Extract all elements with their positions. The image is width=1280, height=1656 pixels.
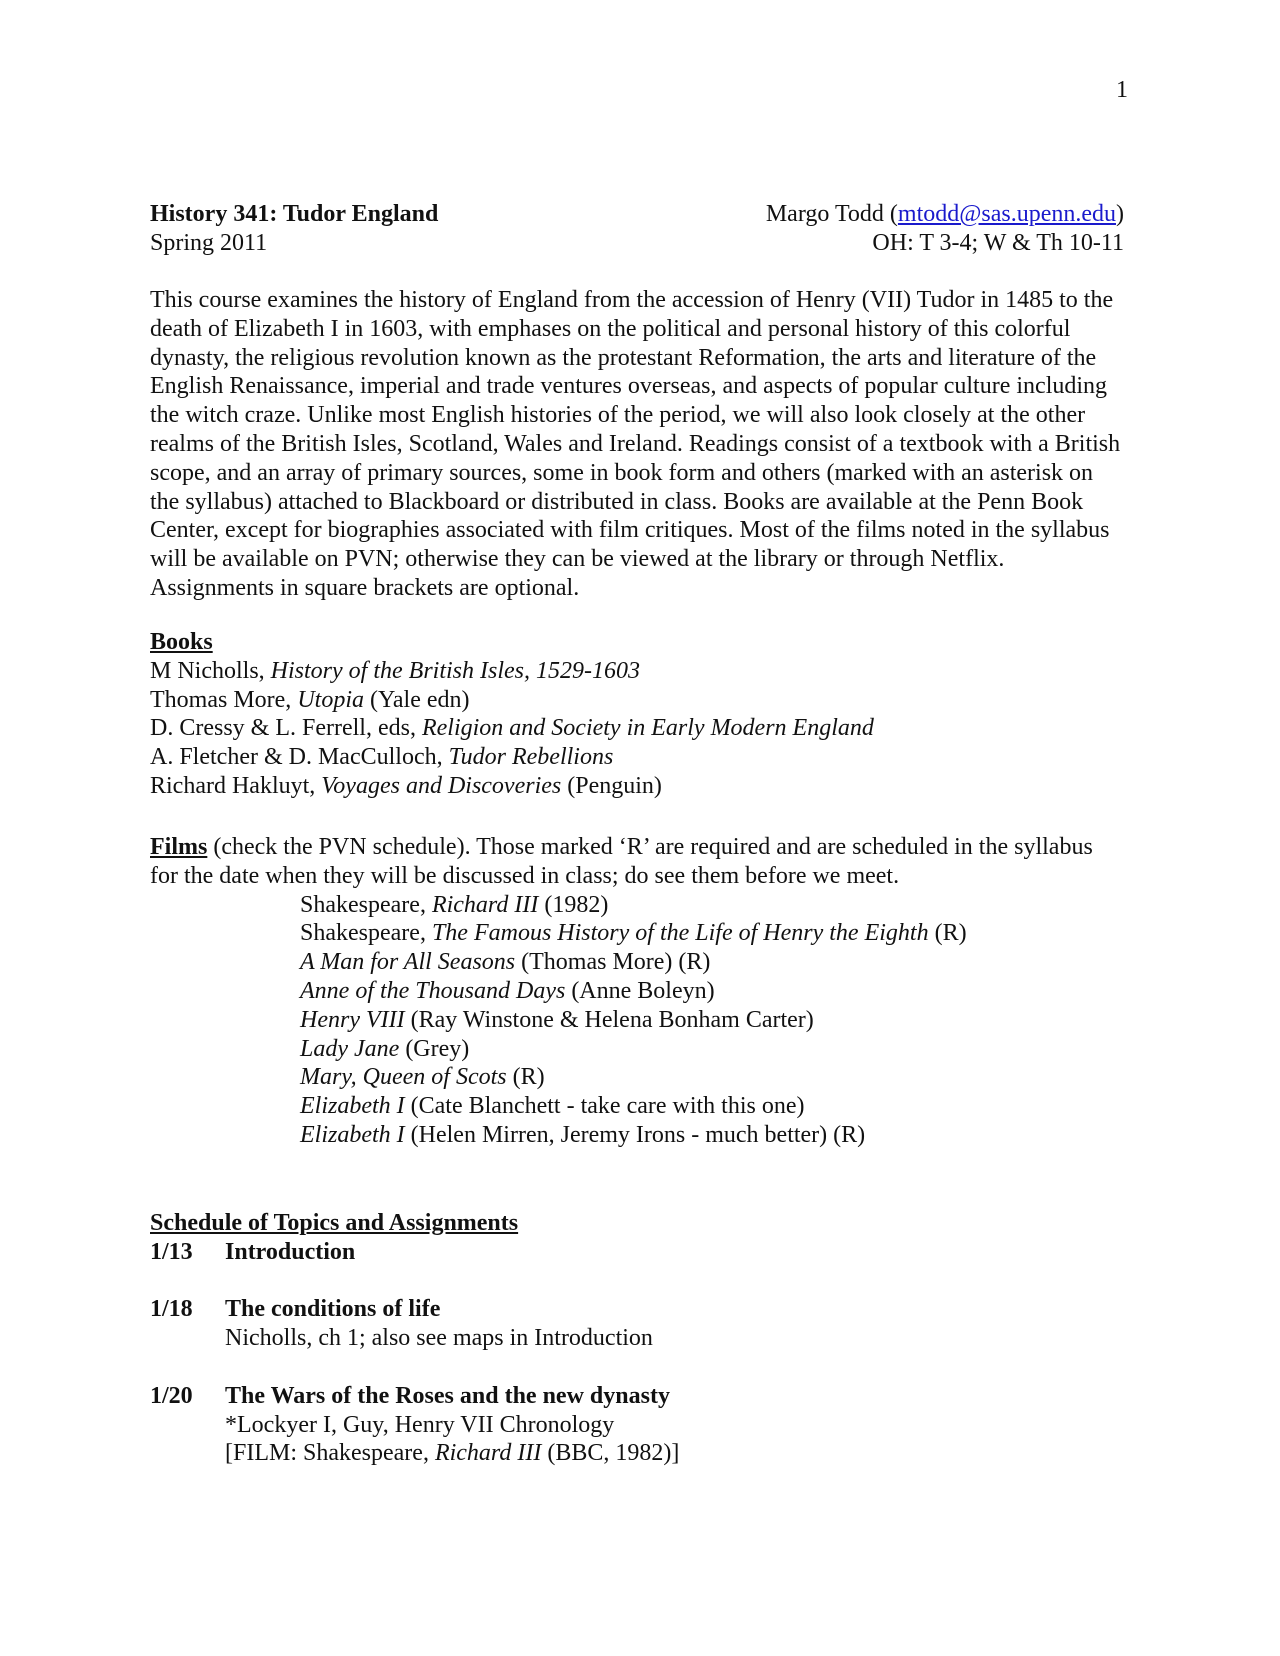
instructor-email-link[interactable]: mtodd@sas.upenn.edu [897, 201, 1116, 227]
film-item [300, 1121, 1124, 1150]
book-item [150, 686, 1124, 715]
book-item [150, 714, 1124, 743]
book-item [150, 743, 1124, 772]
book-title: Religion and Society in Early Modern England [421, 715, 874, 742]
film-item [300, 1035, 1124, 1064]
film-note: (Cate Blanchett - take care with this one) [404, 1093, 805, 1120]
film-list [300, 891, 1124, 1150]
film-note: (R) [928, 920, 967, 947]
film-title: Lady Jane [300, 1035, 400, 1062]
film-note: (1982) [538, 891, 609, 918]
schedule-session [150, 1295, 1124, 1353]
session-date: 1/18 [150, 1296, 193, 1323]
film-item [300, 1092, 1124, 1121]
film-title: A Man for All Seasons [300, 949, 516, 976]
film-title: Richard III [431, 891, 539, 918]
book-item [150, 657, 1124, 686]
session-reading: *Lockyer I, Guy, Henry VII Chronology [225, 1411, 615, 1438]
book-title: Utopia [297, 686, 364, 713]
spacer [150, 1353, 1124, 1382]
page-number: 1 [1116, 77, 1128, 103]
film-item [300, 977, 1124, 1006]
film-title: Richard III [434, 1440, 542, 1467]
book-author: Thomas More, [150, 686, 298, 713]
film-note: (Helen Mirren, Jeremy Irons - much better) (R) [404, 1121, 866, 1148]
instructor-line [766, 200, 1124, 229]
session-body [225, 1295, 1124, 1353]
film-title: Anne of the Thousand Days [300, 977, 566, 1004]
film-title: Elizabeth I [300, 1093, 405, 1120]
session-body [225, 1382, 1124, 1468]
film-item [300, 948, 1124, 977]
film-item [300, 1006, 1124, 1035]
schedule-session [150, 1382, 1124, 1468]
session-date: 1/13 [150, 1238, 193, 1265]
book-note: (Yale edn) [363, 686, 470, 713]
films-intro [150, 833, 1124, 891]
books-section [150, 628, 1124, 801]
book-author: Richard Hakluyt, [150, 772, 322, 799]
film-title: Mary, Queen of Scots [300, 1064, 507, 1091]
films-heading: Films [150, 834, 208, 860]
book-author: A. Fletcher & D. MacCulloch, [150, 744, 449, 771]
film-title: The Famous History of the Life of Henry the Eighth [431, 920, 929, 947]
film-note: (Ray Winstone & Helena Bonham Carter) [404, 1006, 814, 1033]
session-date: 1/20 [150, 1382, 193, 1409]
spacer [150, 1267, 1124, 1296]
session-topic: Introduction [225, 1238, 356, 1265]
book-title: History of the British Isles, 1529-1603 [270, 657, 640, 684]
course-term: Spring 2011 [150, 229, 268, 256]
film-title: Elizabeth I [300, 1121, 405, 1148]
book-author: D. Cressy & L. Ferrell, eds, [150, 715, 422, 742]
film-note: (Anne Boleyn) [565, 977, 715, 1004]
films-section [150, 833, 1124, 1150]
session-film [225, 1439, 1124, 1468]
session-body [225, 1238, 1124, 1267]
book-title: Voyages and Discoveries [321, 772, 562, 799]
film-suffix: (BBC, 1982)] [541, 1440, 680, 1467]
session-topic: The Wars of the Roses and the new dynasty [225, 1382, 670, 1409]
film-item [300, 1063, 1124, 1092]
course-description: This course examines the history of England from the accession of Henry (VII) Tudor in 1485 to the death of Elizabeth I in 1603, with emphases on the political and personal history of this colorful dynasty, the religious revolution known as the protestant Reformation, the arts and literature of the English Renaissance, imperial and trade ventures overseas, and aspects of popular culture including the witch craze. Unlike most English histories of the period, we will also look closely at the other realms of the British Isles, Scotland, Wales and Ireland. Readings consist of a textbook with a British scope, and an array of primary sources, some in book form and others (marked with an asterisk on the syllabus) attached to Blackboard or distributed in class. Books are available at the Penn Book Center, except for biographies associated with film critiques. Most of the films noted in the syllabus will be available on PVN; otherwise they can be viewed at the library or through Netflix. Assignments in square brackets are optional. [150, 287, 1121, 601]
schedule-session [150, 1238, 1124, 1267]
book-note: (Penguin) [561, 772, 662, 799]
film-note: (Grey) [399, 1035, 470, 1062]
film-item [300, 891, 1124, 920]
book-title: Tudor Rebellions [448, 744, 614, 771]
instructor-name: Margo Todd ( [765, 201, 898, 227]
film-item [300, 919, 1124, 948]
film-prefix: Shakespeare, [300, 920, 432, 947]
film-prefix: [FILM: Shakespeare, [225, 1440, 435, 1467]
instructor-close-paren: ) [1116, 201, 1124, 227]
session-reading: Nicholls, ch 1; also see maps in Introduction [225, 1325, 653, 1352]
film-title: Henry VIII [300, 1006, 405, 1033]
schedule-heading: Schedule of Topics and Assignments [150, 1210, 519, 1236]
office-hours: OH: T 3-4; W & Th 10-11 [872, 229, 1124, 256]
book-item [150, 772, 1124, 801]
film-note: (R) [506, 1064, 545, 1091]
film-prefix: Shakespeare, [300, 891, 432, 918]
film-note: (Thomas More) (R) [515, 949, 711, 976]
course-header [150, 200, 1124, 258]
books-heading: Books [150, 629, 213, 655]
book-author: M Nicholls, [150, 657, 271, 684]
films-intro-text: (check the PVN schedule). Those marked ‘R’ are required and are scheduled in the syllabus for the date when they will be discussed in class; do see them before we meet. [150, 834, 1093, 889]
session-topic: The conditions of life [225, 1296, 441, 1323]
schedule-section [150, 1209, 1124, 1468]
course-title: History 341: Tudor England [150, 201, 439, 227]
